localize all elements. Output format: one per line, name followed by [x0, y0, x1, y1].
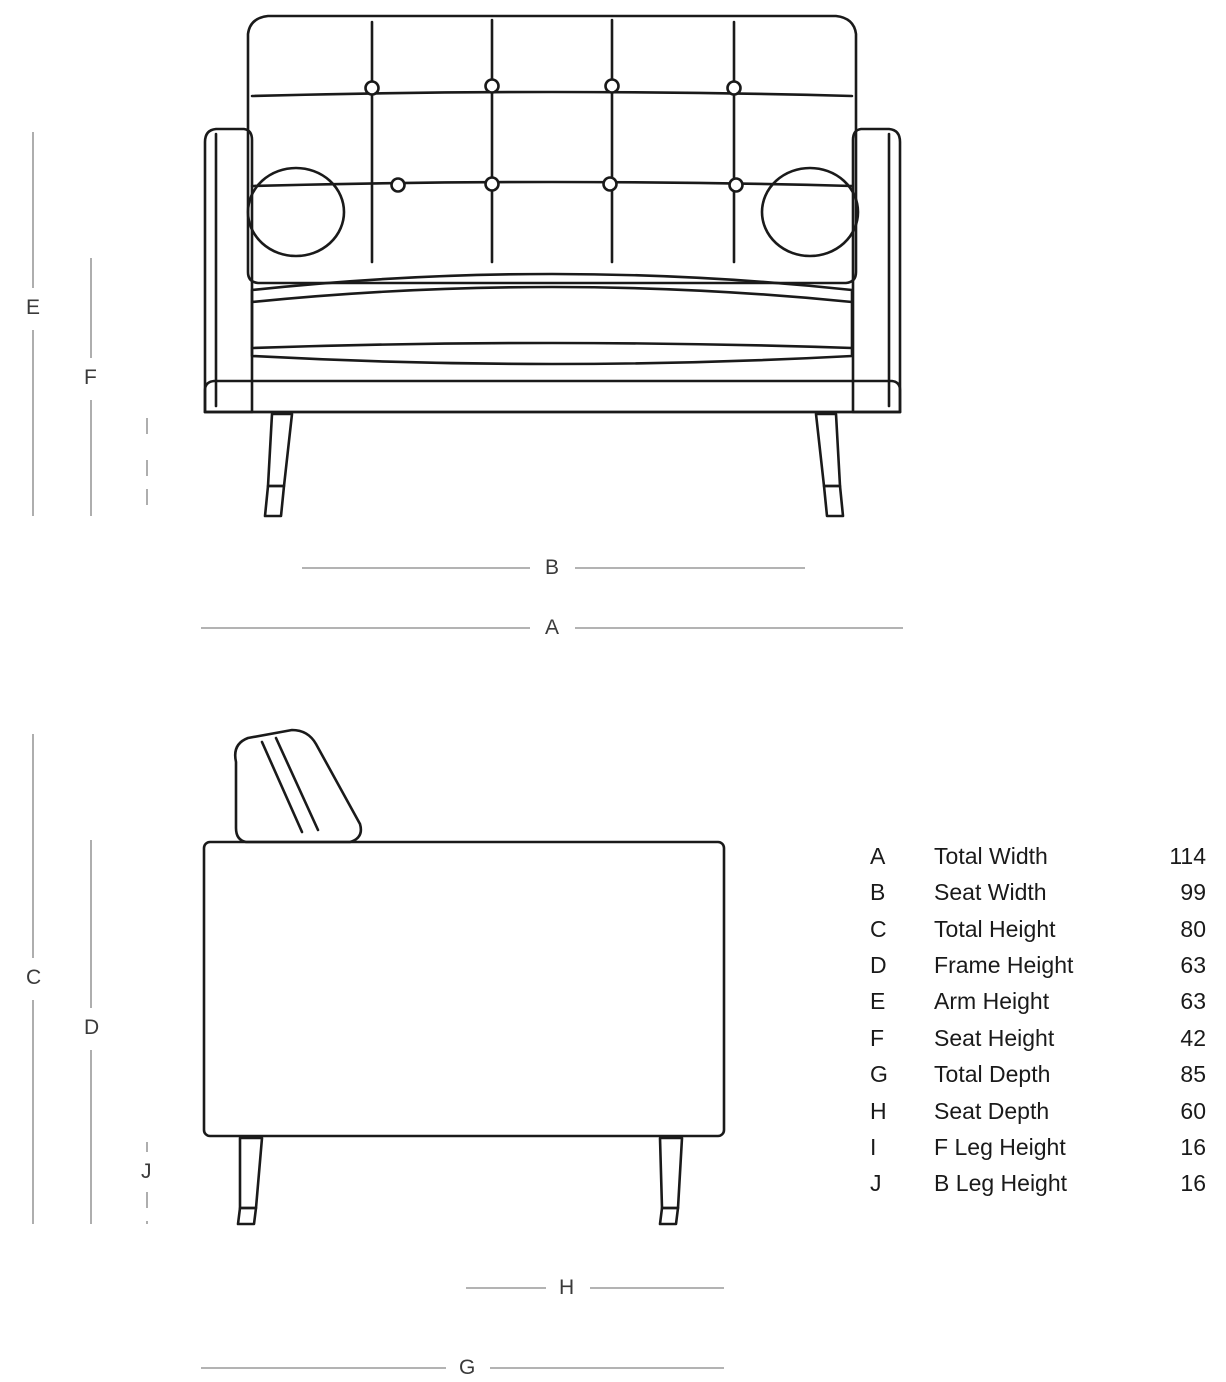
dim-label-F: F [84, 366, 98, 389]
legend-name: Total Width [934, 843, 1048, 869]
legend-key: I [870, 1133, 877, 1160]
legend-value: 63 [1180, 988, 1206, 1015]
legend-value: 60 [1180, 1097, 1206, 1124]
table-row [862, 1093, 1212, 1129]
legend-value: 114 [1169, 843, 1206, 869]
side-view-group [204, 730, 724, 1224]
legend-name: Total Depth [934, 1061, 1051, 1088]
dim-label-D: D [84, 1016, 100, 1039]
front-view-group [205, 16, 900, 516]
legend-value: 42 [1180, 1024, 1206, 1051]
table-row [862, 983, 1212, 1019]
dimension-legend [862, 832, 1212, 1202]
legend-key: G [870, 1061, 888, 1088]
legend-name: B Leg Height [934, 1170, 1068, 1197]
legend-table [862, 838, 1212, 1202]
legend-name: Seat Height [934, 1024, 1055, 1051]
legend-name: Frame Height [934, 952, 1074, 979]
table-row [862, 1056, 1212, 1092]
dim-label-A: A [545, 616, 560, 639]
dim-label-G: G [459, 1356, 476, 1379]
legend-key: E [870, 988, 886, 1015]
legend-value: 99 [1180, 879, 1206, 906]
table-row [862, 838, 1212, 874]
table-row [862, 947, 1212, 983]
legend-key: A [870, 843, 886, 869]
table-row [862, 1165, 1212, 1201]
legend-name: Total Height [934, 915, 1056, 942]
legend-key: F [870, 1024, 885, 1051]
legend-key: H [870, 1097, 887, 1124]
legend-key: D [870, 952, 887, 979]
legend-name: Arm Height [934, 988, 1050, 1015]
legend-value: 16 [1180, 1133, 1206, 1160]
table-row [862, 1129, 1212, 1165]
legend-name: F Leg Height [934, 1133, 1066, 1160]
legend-key: B [870, 879, 886, 906]
table-row [862, 874, 1212, 910]
legend-key: C [870, 915, 887, 942]
dim-label-C: C [26, 966, 42, 989]
legend-name: Seat Depth [934, 1097, 1050, 1124]
legend-value: 16 [1180, 1170, 1206, 1197]
dimension-guides [33, 132, 903, 1368]
legend-name: Seat Width [934, 879, 1047, 906]
table-row [862, 911, 1212, 947]
legend-value: 85 [1180, 1061, 1206, 1088]
dim-label-B: B [545, 556, 560, 579]
dim-label-H: H [559, 1276, 575, 1299]
legend-value: 80 [1180, 915, 1206, 942]
legend-key: J [870, 1170, 882, 1197]
legend-value: 63 [1180, 952, 1206, 979]
dim-label-J: J [141, 1160, 152, 1183]
dim-label-E: E [26, 296, 41, 319]
table-row [862, 1020, 1212, 1056]
